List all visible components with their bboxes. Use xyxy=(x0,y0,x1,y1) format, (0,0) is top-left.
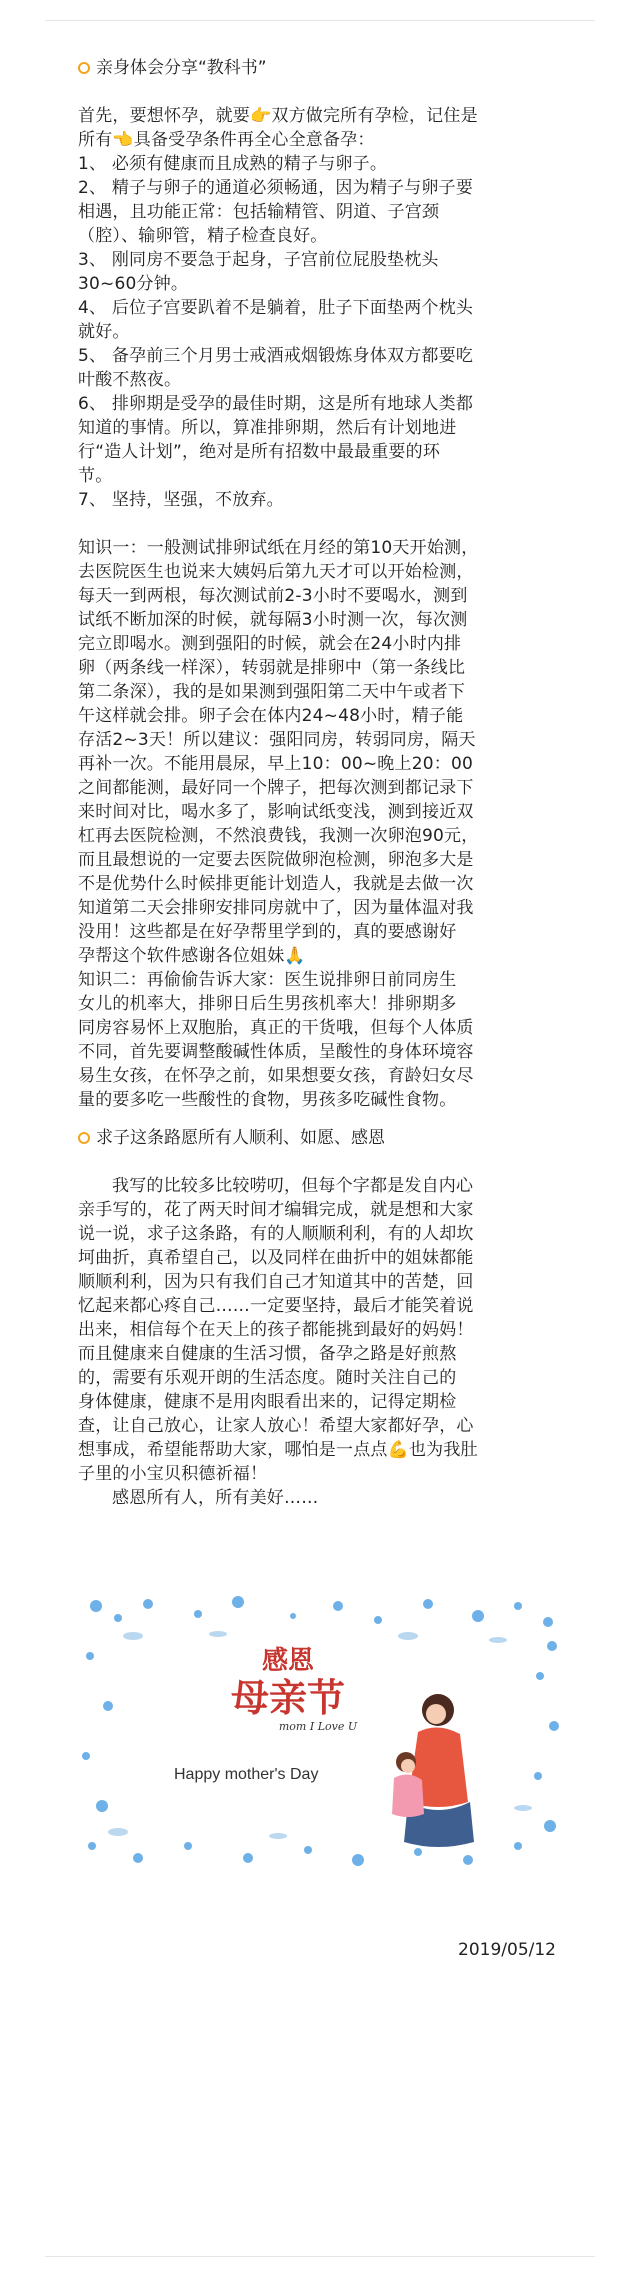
card-small-text: mom I Love U xyxy=(278,1720,358,1733)
point-line: 3、 刚同房不要急于起身，子宫前位屁股垫枕头 xyxy=(78,250,439,270)
knowledge-line: 没用！这些都是在好孕帮里学到的，真的要感谢好 xyxy=(78,922,457,942)
card-title-line2: 母亲节 xyxy=(230,1675,345,1720)
closing-line: 子里的小宝贝积德祈福！ xyxy=(78,1464,268,1484)
section-heading-share xyxy=(78,56,566,80)
closing-line: 亲手写的，花了两天时间才编辑完成，就是想和大家 xyxy=(78,1200,474,1220)
article-body xyxy=(78,56,566,1510)
point-line: 2、 精子与卵子的通道必须畅通，因为精子与卵子要 xyxy=(78,178,474,198)
closing-line: 坷曲折，真希望自己，以及同样在曲折中的姐妹都能 xyxy=(78,1248,474,1268)
point-line: 1、 必须有健康而且成熟的精子与卵子。 xyxy=(78,154,388,174)
card-subtitle: Happy mother's Day xyxy=(174,1766,319,1783)
point-line: 相遇，且功能正常：包括输精管、阴道、子宫颈 xyxy=(78,202,440,222)
knowledge-line: 量的要多吃一些酸性的食物，男孩多吃碱性食物。 xyxy=(78,1090,457,1110)
knowledge-line: 同房容易怀上双胞胎，真正的干货哦，但每个人体质 xyxy=(78,1018,474,1038)
mothers-day-card xyxy=(78,1596,562,1868)
closing-line: 而且健康来自健康的生活习惯，备孕之路是好煎熬 xyxy=(78,1344,457,1364)
knowledge-line: 知道第二天会排卵安排同房就中了，因为量体温对我 xyxy=(78,898,474,918)
knowledge-line: 试纸不断加深的时候，就每隔3小时测一次，每次测 xyxy=(78,610,468,630)
point-line: 节。 xyxy=(78,466,113,486)
knowledge-line: 来时间对比，喝水多了，影响试纸变浅，测到接近双 xyxy=(78,802,474,822)
point-line: 叶酸不熬夜。 xyxy=(78,370,182,390)
point-line: 知道的事情。所以，算准排卵期，然后有计划地进 xyxy=(78,418,457,438)
knowledge-line: 易生女孩，在怀孕之前，如果想要女孩，育龄妇女尽 xyxy=(78,1066,474,1086)
closing-line: 身体健康，健康不是用肉眼看出来的，记得定期检 xyxy=(78,1392,457,1412)
closing-line: 忆起来都心疼自己……一定要坚持，最后才能笑着说 xyxy=(78,1296,474,1316)
point-line: 5、 备孕前三个月男士戒酒戒烟锻炼身体双方都要吃 xyxy=(78,346,474,366)
section-heading-wish xyxy=(78,1126,566,1150)
knowledge-line: 卵（两条线一样深），转弱就是排卵中（第一条线比 xyxy=(78,658,466,678)
closing-line: 我写的比较多比较唠叨，但每个字都是发自内心 xyxy=(112,1176,474,1196)
point-line: 7、 坚持，坚强，不放弃。 xyxy=(78,490,284,510)
closing-line: 顺顺利利，因为只有我们自己才知道其中的苦楚，回 xyxy=(78,1272,474,1292)
point-line: 30~60分钟。 xyxy=(78,274,189,294)
knowledge-line: 去医院医生也说来大姨妈后第九天才可以开始检测， xyxy=(78,562,474,582)
heading-text: 亲身体会分享“教科书” xyxy=(96,58,267,78)
point-line: 4、 后位子宫要趴着不是躺着，肚子下面垫两个枕头 xyxy=(78,298,474,318)
closing-line: 的，需要有乐观开朗的生活态度。随时关注自己的 xyxy=(78,1368,457,1388)
post-date: 2019/05/12 xyxy=(458,1940,556,1960)
point-line: 就好。 xyxy=(78,322,130,342)
knowledge-line: 孕帮这个软件感谢各位姐妹🙏 xyxy=(78,946,306,966)
knowledge-line: 存活2~3天！所以建议：强阳同房，转弱同房，隔天 xyxy=(78,730,476,750)
closing-line: 查，让自己放心，让家人放心！希望大家都好孕，心 xyxy=(78,1416,474,1436)
circle-bullet-icon xyxy=(78,62,90,74)
knowledge-line: 知识一：一般测试排卵试纸在月经的第10天开始测， xyxy=(78,538,479,558)
knowledge-line: 杠再去医院检测，不然浪费钱，我测一次卵泡90元， xyxy=(78,826,479,846)
intro-line: 所有👈具备受孕条件再全心全意备孕： xyxy=(78,130,375,150)
knowledge-line: 知识二：再偷偷告诉大家：医生说排卵日前同房生 xyxy=(78,970,457,990)
knowledge-line: 女儿的机率大，排卵日后生男孩机率大！排卵期多 xyxy=(78,994,457,1014)
card-title-line1: 感恩 xyxy=(261,1646,314,1676)
knowledge-line: 午这样就会排。卵子会在体内24~48小时，精子能 xyxy=(78,706,464,726)
closing-line: 出来，相信每个在天上的孩子都能挑到最好的妈妈！ xyxy=(78,1320,474,1340)
knowledge-line: 完立即喝水。测到强阳的时候，就会在24小时内排 xyxy=(78,634,462,654)
closing-line: 说一说，求子这条路，有的人顺顺利利，有的人却坎 xyxy=(78,1224,474,1244)
knowledge-line: 而且最想说的一定要去医院做卵泡检测，卵泡多大是 xyxy=(78,850,474,870)
knowledge-line: 第二条深），我的是如果测到强阳第二天中午或者下 xyxy=(78,682,466,702)
point-line: （腔）、输卵管，精子检查良好。 xyxy=(78,226,328,246)
heading-text: 求子这条路愿所有人顺利、如愿、感恩 xyxy=(96,1128,385,1148)
knowledge-line: 每天一到两根，每次测试前2-3小时不要喝水，测到 xyxy=(78,586,468,606)
intro-line: 首先，要想怀孕，就要👉双方做完所有孕检，记住是 xyxy=(78,106,478,126)
point-line: 6、 排卵期是受孕的最佳时期，这是所有地球人类都 xyxy=(78,394,474,414)
knowledge-line: 不同，首先要调整酸碱性体质，呈酸性的身体环境容 xyxy=(78,1042,474,1062)
knowledge-line: 不是优势什么时候排更能计划造人，我就是去做一次 xyxy=(78,874,474,894)
circle-bullet-icon xyxy=(78,1132,90,1144)
card-title xyxy=(198,1646,378,1734)
knowledge-line: 之间都能测，最好同一个牌子，把每次测到都记录下 xyxy=(78,778,474,798)
knowledge-line: 再补一次。不能用晨尿，早上10：00~晚上20：00 xyxy=(78,754,473,774)
point-line: 行“造人计划”，绝对是所有招数中最最重要的环 xyxy=(78,442,441,462)
closing-line: 想事成，希望能帮助大家，哪怕是一点点💪也为我肚 xyxy=(78,1440,478,1460)
thanks-line: 感恩所有人，所有美好…… xyxy=(112,1488,319,1508)
